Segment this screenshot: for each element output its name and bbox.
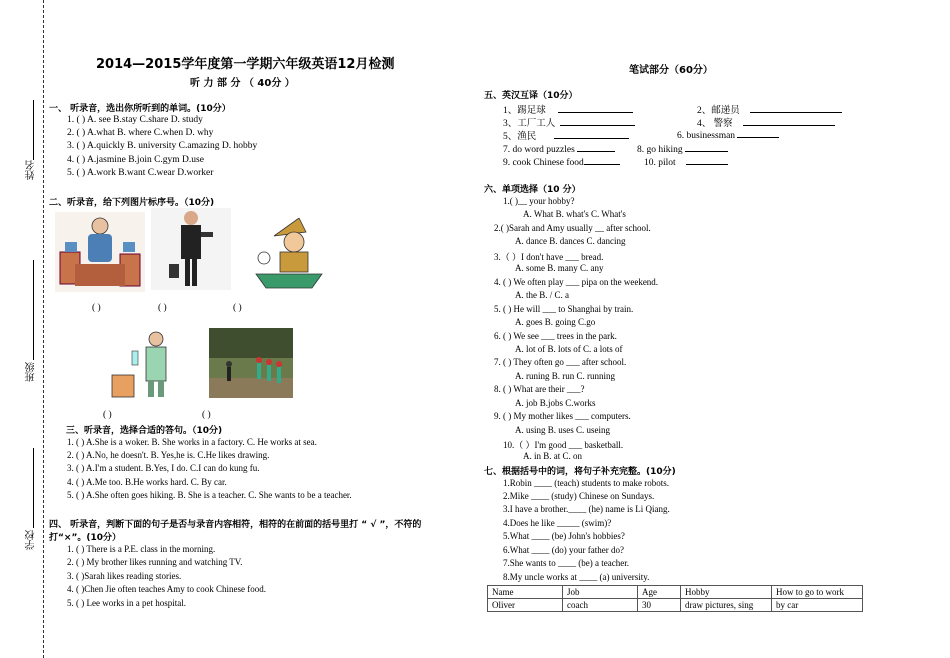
- table-header-cell: How to go to work: [772, 586, 863, 599]
- scientist-picture: [110, 329, 185, 399]
- fisherman-picture: [254, 218, 324, 290]
- sec7-item: 7.She wants to ____ (be) a teacher.: [503, 558, 629, 568]
- sec5-item: 2、邮递员: [697, 102, 842, 116]
- sec6-question: 5. ( ) He will ___ to Shanghai by train.: [494, 304, 634, 314]
- factory-worker-picture: [55, 212, 145, 292]
- sec1-item: 5. ( ) A.work B.want C.wear D.worker: [67, 168, 214, 178]
- picture-bracket: ( ): [158, 303, 167, 313]
- sec3-item: 3. ( ) A.I'm a student. B.Yes, I do. C.I can do kung fu.: [67, 463, 260, 473]
- section4-heading-line2: 打“×”。(10分）: [49, 533, 122, 543]
- table-header-cell: Job: [563, 586, 638, 599]
- sec5-item: 7. do word puzzles: [503, 142, 615, 155]
- sec7-item: 6.What ____ (do) your father do?: [503, 545, 624, 555]
- section1-heading: 一、 听录音，选出你所听到的单词。(10分）: [49, 104, 231, 114]
- exam-title: 2014—2015学年度第一学期六年级英语12月检测: [96, 57, 395, 72]
- table-cell: draw pictures, sing: [681, 599, 772, 612]
- sec6-question: 7. ( ) They often go ___ after school.: [494, 357, 627, 367]
- sec5-item: 1、踢足球: [503, 102, 633, 116]
- table-header-cell: Name: [488, 586, 563, 599]
- name-blank-line: [33, 100, 34, 160]
- sec6-question: 10.（ ）I'm good ___ basketball.: [503, 440, 624, 450]
- sec3-item: 5. ( ) A.She often goes hiking. B. She is a teacher. C. She wants to be a teacher.: [67, 490, 352, 500]
- sec5-item: 10. pilot: [644, 155, 728, 168]
- sec6-options: A. lot of B. lots of C. a lots of: [515, 344, 623, 354]
- sec1-item: 2. ( ) A.what B. where C.when D. why: [67, 128, 214, 138]
- section4-heading-line1: 四、 听录音，判断下面的句子是否与录音内容相符，相符的在前面的括号里打 “ √ ”，不符的: [49, 520, 422, 530]
- sec7-item: 1.Robin ____ (teach) students to make robots.: [503, 478, 669, 488]
- sec3-item: 2. ( ) A.No, he doesn't. B. Yes,he is. C.He likes drawing.: [67, 450, 270, 460]
- written-part-title: 笔试部分（60分）: [629, 65, 713, 76]
- section6-heading: 六、单项选择（10 分）: [484, 185, 581, 195]
- sec1-item: 3. ( ) A.quickly B. university C.amazing D. hobby: [67, 141, 258, 151]
- listening-subtitle: 听 力 部 分 （ 40分 ）: [190, 78, 295, 89]
- sec6-question: 4. ( ) We often play ___ pipa on the weekend.: [494, 277, 659, 287]
- sec6-question: 8. ( ) What are their ___?: [494, 384, 585, 394]
- table-cell: coach: [563, 599, 638, 612]
- sec6-options: A. job B.jobs C.works: [515, 398, 596, 408]
- sec6-options: A. in B. at C. on: [523, 451, 583, 461]
- businessman-picture: [151, 208, 231, 290]
- sec5-item: 8. go hiking: [637, 142, 728, 155]
- sec6-question: 2.( )Sarah and Amy usually __ after school.: [494, 223, 651, 233]
- section5-heading: 五、英汉互译（10分）: [484, 91, 578, 101]
- sec6-options: A. dance B. dances C. dancing: [515, 236, 626, 246]
- class-blank-line: [33, 260, 34, 360]
- sec7-item: 2.Mike ____ (study) Chinese on Sundays.: [503, 491, 655, 501]
- section3-heading: 三、听录音，选择合适的答句。（10分): [66, 426, 223, 436]
- name-label: 姓名: [26, 160, 37, 180]
- sec4-item: 4. ( )Chen Jie often teaches Amy to cook Chinese food.: [67, 584, 266, 594]
- sec7-item: 3.I have a brother.____ (he) name is Li Qiang.: [503, 504, 670, 514]
- sec6-options: A. goes B. going C.go: [515, 317, 596, 327]
- sec6-question: 6. ( ) We see ___ trees in the park.: [494, 331, 617, 341]
- sec7-item: 5.What ____ (be) John's hobbies?: [503, 531, 625, 541]
- sec5-item: 6. businessman: [677, 128, 779, 141]
- sec6-question: 3.（ ）I don't have ___ bread.: [494, 252, 604, 262]
- sec6-options: A. runing B. run C. running: [515, 371, 615, 381]
- class-label: 班级: [26, 362, 37, 382]
- dancers-photo: [209, 328, 293, 398]
- sec4-item: 1. ( ) There is a P.E. class in the morning.: [67, 544, 216, 554]
- sec6-question: 9. ( ) My mother likes ___ computers.: [494, 411, 631, 421]
- sec3-item: 4. ( ) A.Me too. B.He works hard. C. By car.: [67, 477, 227, 487]
- binding-dashed-line: [43, 0, 44, 658]
- section7-heading: 七、根据括号中的词，将句子补充完整。(10分): [484, 467, 676, 477]
- table-cell: Oliver: [488, 599, 563, 612]
- picture-bracket: ( ): [202, 410, 211, 420]
- sec3-item: 1. ( ) A.She is a woker. B. She works in a factory. C. He works at sea.: [67, 437, 317, 447]
- picture-bracket: ( ): [103, 410, 112, 420]
- sec5-item: 9. cook Chinese food: [503, 155, 620, 168]
- sec4-item: 5. ( ) Lee works in a pet hospital.: [67, 598, 186, 608]
- sec4-item: 2. ( ) My brother likes running and watching TV.: [67, 557, 243, 567]
- table-cell: 30: [638, 599, 681, 612]
- sec5-item: 3、工厂工人: [503, 115, 635, 129]
- sec6-options: A. using B. uses C. useing: [515, 425, 611, 435]
- sec6-options: A. What B. what's C. What's: [523, 209, 626, 219]
- sec1-item: 1. ( ) A. see B.stay C.share D. study: [67, 115, 203, 125]
- sec6-options: A. the B. / C. a: [515, 290, 569, 300]
- sec7-item: 4.Does he like _____ (swim)?: [503, 518, 612, 528]
- section2-heading: 二、听录音，给下列图片标序号。（10分): [49, 198, 215, 208]
- sec4-item: 3. ( )Sarah likes reading stories.: [67, 571, 182, 581]
- school-blank-line: [33, 448, 34, 528]
- picture-bracket: ( ): [92, 303, 101, 313]
- sec7-item: 8.My uncle works at ____ (a) university.: [503, 572, 650, 582]
- info-table: [487, 585, 863, 612]
- sec1-item: 4. ( ) A.jasmine B.join C.gym D.use: [67, 155, 204, 165]
- picture-bracket: ( ): [233, 303, 242, 313]
- school-label: 学校: [26, 530, 37, 550]
- table-row: [488, 599, 863, 612]
- table-cell: by car: [772, 599, 863, 612]
- sec5-item: 5、渔民: [503, 128, 629, 142]
- table-header-cell: Hobby: [681, 586, 772, 599]
- table-header-cell: Age: [638, 586, 681, 599]
- sec6-question: 1.( )__ your hobby?: [503, 196, 575, 206]
- sec6-options: A. some B. many C. any: [515, 263, 604, 273]
- table-row: [488, 586, 863, 599]
- sec5-item: 4、 警察: [697, 115, 835, 129]
